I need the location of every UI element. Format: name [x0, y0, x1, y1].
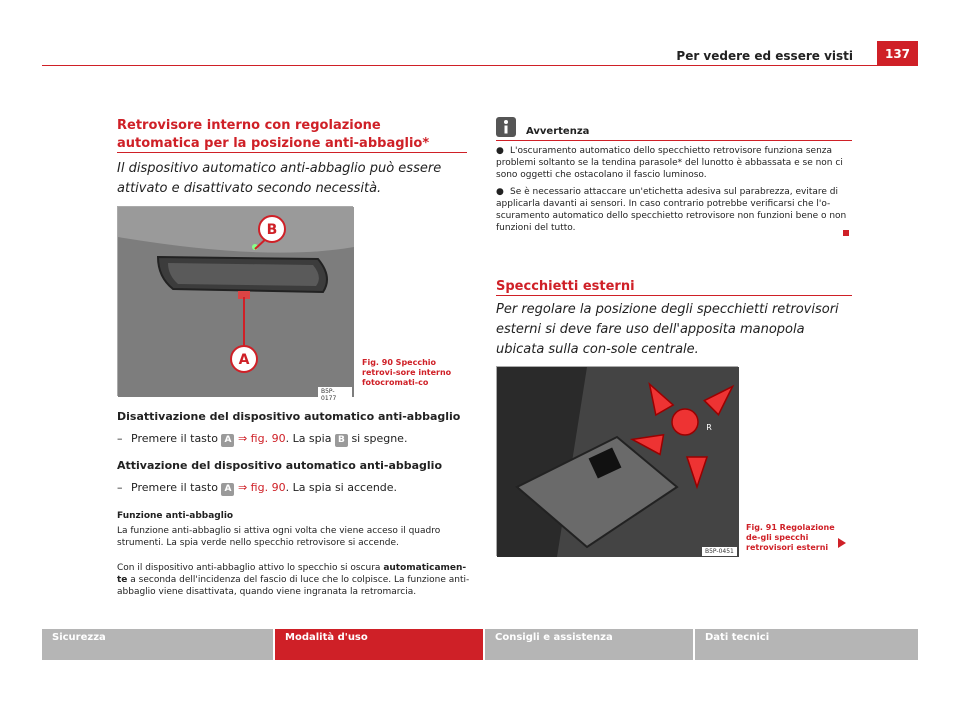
key-a-badge: A [221, 483, 234, 496]
figure-90-interior-mirror [117, 206, 353, 402]
tab-sicurezza[interactable]: Sicurezza [42, 629, 273, 660]
figure-code: B5P-0451 [702, 547, 737, 556]
continue-arrow-icon [838, 538, 846, 548]
deactivation-title: Disattivazione del dispositivo automatico anti-abbaglio [117, 410, 461, 423]
knob-label-r: R [706, 423, 712, 432]
note-item: ● Se è necessario attaccare un'etichetta adesiva sul parabrezza, evitare di applicarla davanti ai sensori. In caso contrario potrebbe verificarsi che l'o-scuramento automatico dello specchietto retrovisore non funzioni bene o non funzioni del tutto. [496, 187, 847, 233]
tab-modalita-uso[interactable]: Modalità d'uso [273, 629, 483, 660]
figure-91-mirror-knob [496, 366, 738, 556]
page-number: 137 [877, 41, 918, 66]
heading-rule [117, 152, 467, 153]
note-item: ● L'oscuramento automatico dello specchietto retrovisore funziona senza problemi soltanto se la tendina parasole* del lunotto è abbassata e se non ci sono oggetti che ostacolano il fascio luminoso. [496, 146, 843, 180]
key-a-badge: A [221, 434, 234, 447]
knob-illustration [497, 367, 739, 557]
figure-link[interactable]: ⇒ fig. 90 [237, 481, 286, 494]
figure-link[interactable]: ⇒ fig. 90 [237, 432, 286, 445]
mirror-illustration [118, 207, 354, 397]
chapter-tabs [42, 629, 918, 660]
tab-consigli-assistenza[interactable]: Consigli e assistenza [483, 629, 693, 660]
header-rule [42, 65, 918, 66]
knob [672, 409, 698, 435]
figure-caption-90: Fig. 90 Specchio retrovi-sore interno fotocromati-co [362, 358, 452, 387]
function-title: Funzione anti-abbaglio [117, 511, 234, 521]
tab-dati-tecnici[interactable]: Dati tecnici [693, 629, 918, 660]
key-b-badge: B [335, 434, 348, 447]
note-title: Avvertenza [526, 126, 590, 137]
section-intro: Il dispositivo automatico anti-abbaglio può essere attivato e disattivato secondo necessità. [117, 161, 442, 196]
heading-rule [496, 295, 852, 296]
activation-step: – Premere il tasto A ⇒ fig. 90. La spia si accende. [117, 481, 398, 494]
section-heading-mirrors: Specchietti esterni [496, 279, 635, 294]
note-rule [496, 140, 852, 141]
info-icon [496, 117, 516, 137]
section-heading-mirror: Retrovisore interno con regolazione automatica per la posizione anti-abbaglio* [117, 118, 430, 151]
activation-title: Attivazione del dispositivo automatico anti-abbaglio [117, 459, 443, 472]
function-paragraph-1: La funzione anti-abbaglio si attiva ogni volta che viene acceso il quadro strumenti. La spia verde nello specchio retrovisore si accende. [117, 526, 441, 548]
figure-caption-91: Fig. 91 Regolazione de-gli specchi retrovisori esterni [746, 523, 835, 552]
section-end-mark [843, 230, 849, 236]
running-header-title: Per vedere ed essere visti [676, 49, 853, 63]
function-paragraph-2: Con il dispositivo anti-abbaglio attivo lo specchio si oscura automaticamen-te a seconda dell'incidenza del fascio di luce che lo colpisce. La funzione anti-abbaglio viene disattivata, quando viene ingranata la retromarcia. [117, 563, 470, 597]
callout-b: B [266, 222, 278, 238]
section-intro: Per regolare la posizione degli specchietti retrovisori esterni si deve fare uso dell'apposita manopola ubicata sulla con-sole centrale. [496, 302, 839, 357]
figure-code: B5P-0177 [318, 387, 352, 403]
callout-a: A [238, 352, 250, 368]
deactivation-step: – Premere il tasto A ⇒ fig. 90. La spia B si spegne. [117, 432, 408, 445]
